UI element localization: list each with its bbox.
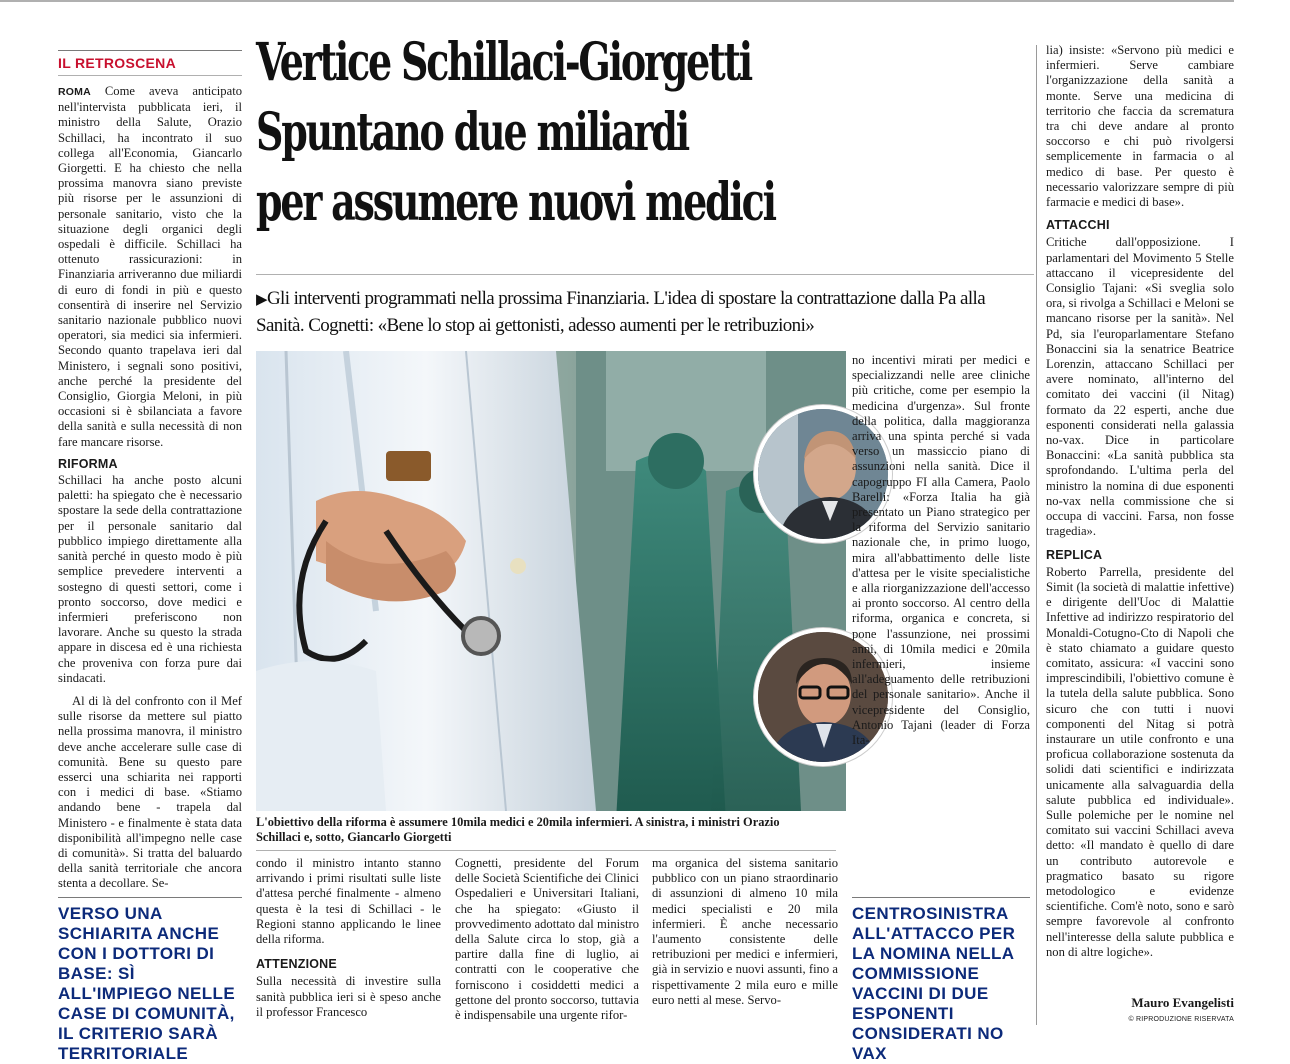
right-column-separator xyxy=(1036,45,1037,1025)
dateline: ROMA xyxy=(58,86,91,98)
left-rule-top xyxy=(58,50,242,51)
left-callout-rule xyxy=(58,897,242,898)
subheadline xyxy=(256,286,1036,339)
left-callout: VERSO UNA SCHIARITA ANCHE CON I DOTTORI DI BASE: SÌ ALL'IMPIEGO NELLE CASE DI COMUNITÀ, IL CRITERIO SARÀ TERRITORIALE xyxy=(58,904,236,1063)
bottom-rule xyxy=(256,850,836,851)
copyright-notice: © RIPRODUZIONE RISERVATA xyxy=(1128,1016,1234,1023)
bottom-callout-rule xyxy=(852,897,1030,898)
right-para-3: Roberto Parrella, presidente del Simit (la società di malattie infettive) e dirigente dell'Uoc di Malattie Infettive ad indirizzo respiratorio del Monaldi-Cotugno-Cto di Napoli che è stato chiamato a guidare questo comitato, assicura: «I vaccini sono imprescindibili, l'obiettivo comune è la tutela della salute pubblica. Sono sicuro che con tutti i nuovi componenti del Nitag si potrà instaurare un utile confronto e una proficua collaborazione sostenuta da solidi dati scientifici e indirizzata unicamente alla salvaguardia della salute pubblica ed individuale». Sulle polemiche per le nomine nel comitato sui vaccini Schillaci aveva detto: «Il mandato è quello di dare un contributo autorevole e pragmatico basato su rigore metodologico e evidenze scientifiche. Com'è noto, sono e sarò sempre favorevole al confronto nell'interesse della salute pubblica e non di altre logiche». xyxy=(1046,564,1234,959)
bottom-callout: CENTROSINISTRA ALL'ATTACCO PER LA NOMINA NELLA COMMISSIONE VACCINI DI DUE ESPONENTI CONSIDERATI NO VAX xyxy=(852,904,1016,1063)
headline-line-3: per assumere nuovi medici xyxy=(256,172,775,233)
section-heading-riforma: RIFORMA xyxy=(58,456,118,471)
photo-caption: L'obiettivo della riforma è assumere 10mila medici e 20mila infermieri. A sinistra, i ministri Orazio Schillaci e, sotto, Giancarlo Giorgetti xyxy=(256,815,780,844)
beside-photo-text: no incentivi mirati per medici e specializzandi nelle aree cliniche più critiche, come per esempio la medicina d'urgenza». Sul fronte della politica, dalla maggioranza arriva una spinta perché si vada verso un massiccio piano di assunzioni nella sanità. Dice il capogruppo FI alla Camera, Paolo Barelli: «Forza Italia ha già presentato un Piano strategico per la riforma del Servizio sanitario nazionale che, in primo luogo, mira all'abbattimento delle liste d'attesa per le visite specialistiche e alla riorganizzazione dell'accesso ai pronto soccorso. Al centro della riforma, organica e concreta, si pone l'assunzione, nei prossimi anni, di 10mila medici e 20mila infermieri, insieme all'adeguamento delle retribuzioni del personale sanitario». Anche il vicepresidente del Consiglio, Antonio Tajani (leader di Forza Ita- xyxy=(852,353,1030,748)
left-para-1: Come aveva anticipato nell'intervista pubblicata ieri, il ministro della Salute, Orazio Schillaci, ha incontrato il suo collega all'Economia, Giancarlo Giorgetti. E ha chiesto che nella prossima manovra siano previste più risorse per le assunzioni di personale sanitario, visto che la situazione degli organici degli ospedali è difficile. Schillaci ha ottenuto rassicurazioni: in Finanziaria arriveranno due miliardi di euro di fondi in più e questo consentirà di inserire nel Servizio sanitario nazionale pubblico nuovi operatori, sia medici sia infermieri. Secondo quanto trapelava ieri dal Ministero, i segnali sono positivi, anche perché la presidente del Consiglio, Giorgia Meloni, in più occasioni si è sbilanciata a favore della sanità e sulla necessità di non fare mancare risorse. xyxy=(58,84,242,449)
right-para-1: lia) insiste: «Servono più medici e infermieri. Serve cambiare l'organizzazione della sanità a monte. Serve una medicina di territorio che faccia da scrematura tra chi deve andare al pronto soccorso e chi può rivolgersi semplicemente in farmacia o al medico di base. Per questo è necessario valorizzare sempre di più farmacie e medici di base». xyxy=(1046,43,1234,210)
section-kicker: IL RETROSCENA xyxy=(58,55,176,71)
bottom-col1-para: condo il ministro intanto stanno arrivando i primi risultati sulle liste d'attesa perché finalmente - almeno questa è la tesi di Schillaci - le Regioni stanno applicando le linee della riforma. xyxy=(256,856,441,947)
author-byline: Mauro Evangelisti xyxy=(1131,995,1234,1010)
bottom-col1-para2: Sulla necessità di investire sulla sanità pubblica ieri si è speso anche il professor Francesco xyxy=(256,974,441,1019)
right-para-2: Critiche dall'opposizione. I parlamentari del Movimento 5 Stelle attaccano il vicepresidente del Consiglio Tajani: «Si sveglia solo ora, si rivolga a Schillaci e Meloni se mancano risorse per la sanità». Nel Pd, sia l'europarlamentare Stefano Bonaccini sia la senatrice Beatrice Lorenzin, attaccano Schillaci per avere nominato, all'interno del comitato dei vaccini (il Nitag) formato da 22 esperti, anche due esponenti considerati nella galassia no-vax. Dice in particolare Bonaccini: «La sanità pubblica sta sprofondando. L'ultima perla del ministro la nomina di due esponenti no-vax nella commissione che si occupa di vaccini. Farsa, non fosse tragedia». xyxy=(1046,235,1234,539)
doctor-stethoscope-illustration xyxy=(256,351,846,811)
bottom-col-3: ma organica del sistema sanitario pubblico con un piano straordinario di assunzioni di almeno 10 mila medici specialisti e 20 mila infermieri. È anche necessario l'aumento consistente delle retribuzioni per medici e infermieri, già in servizio e nuovi assunti, fino a rispettivamente 2 mila euro e mille euro netti al mese. Servo- xyxy=(652,856,838,1007)
left-rule-kicker xyxy=(58,75,242,76)
left-column-body xyxy=(58,84,242,892)
headline-line-2: Spuntano due miliardi xyxy=(256,102,688,163)
main-photo xyxy=(256,351,846,811)
left-para-2: Schillaci ha anche posto alcuni paletti: ha spiegato che è necessario spostare la sede della contrattazione per il personale sanitario dal pubblico impiego direttamente alla sanità perché in questo modo è più semplice prevedere interventi a sostegno di questi settori, come i pronto soccorso, dove medici e infermieri preferiscono non lavorare. Anche su questo la strada appare in discesa ed è una richiesta che proveniva con forza pure dai sindacati. xyxy=(58,473,242,685)
right-column-body xyxy=(1046,43,1234,960)
headline-rule xyxy=(256,274,1034,275)
top-rule xyxy=(0,0,1234,2)
headline-line-1: Vertice Schillaci-Giorgetti xyxy=(256,32,752,93)
bottom-col-2: Cognetti, presidente del Forum delle Società Scientifiche dei Clinici Ospedalieri e Universitari Italiani, che ha spiegato: «Giusto il provvedimento adottato dal ministro della Salute circa lo stop, già a partire dalla fine di luglio, ai contratti con le cooperative che forniscono i cosiddetti medici a gettone del pronto soccorso, tuttavia è indispensabile una urgente rifor- xyxy=(455,856,639,1023)
section-heading-attenzione: ATTENZIONE xyxy=(256,957,337,972)
subhead-arrow-icon: ▶ xyxy=(256,292,267,308)
section-heading-replica: REPLICA xyxy=(1046,547,1103,562)
subhead-text: Gli interventi programmati nella prossima Finanziaria. L'idea di spostare la contrattazione dalla Pa alla Sanità. Cognetti: «Bene lo stop ai gettonisti, adesso aumenti per le retribuzioni» xyxy=(256,288,986,336)
left-para-3: Al di là del confronto con il Mef sulle risorse da mettere sul piatto nella prossima manovra, il ministro deve anche accelerare sulle case di comunità. Bene su questo pare esserci una schiarita nei rapporti con i medici di base. «Stiamo andando bene - trapela dal Ministero - e finalmente è stata data disponibilità all'impegno nelle case di comunità». Si tratta del baluardo della sanità territoriale che ancora stenta a decollare. Se- xyxy=(58,693,242,891)
section-heading-attacchi: ATTACCHI xyxy=(1046,218,1110,233)
bottom-col-1 xyxy=(256,856,441,1020)
